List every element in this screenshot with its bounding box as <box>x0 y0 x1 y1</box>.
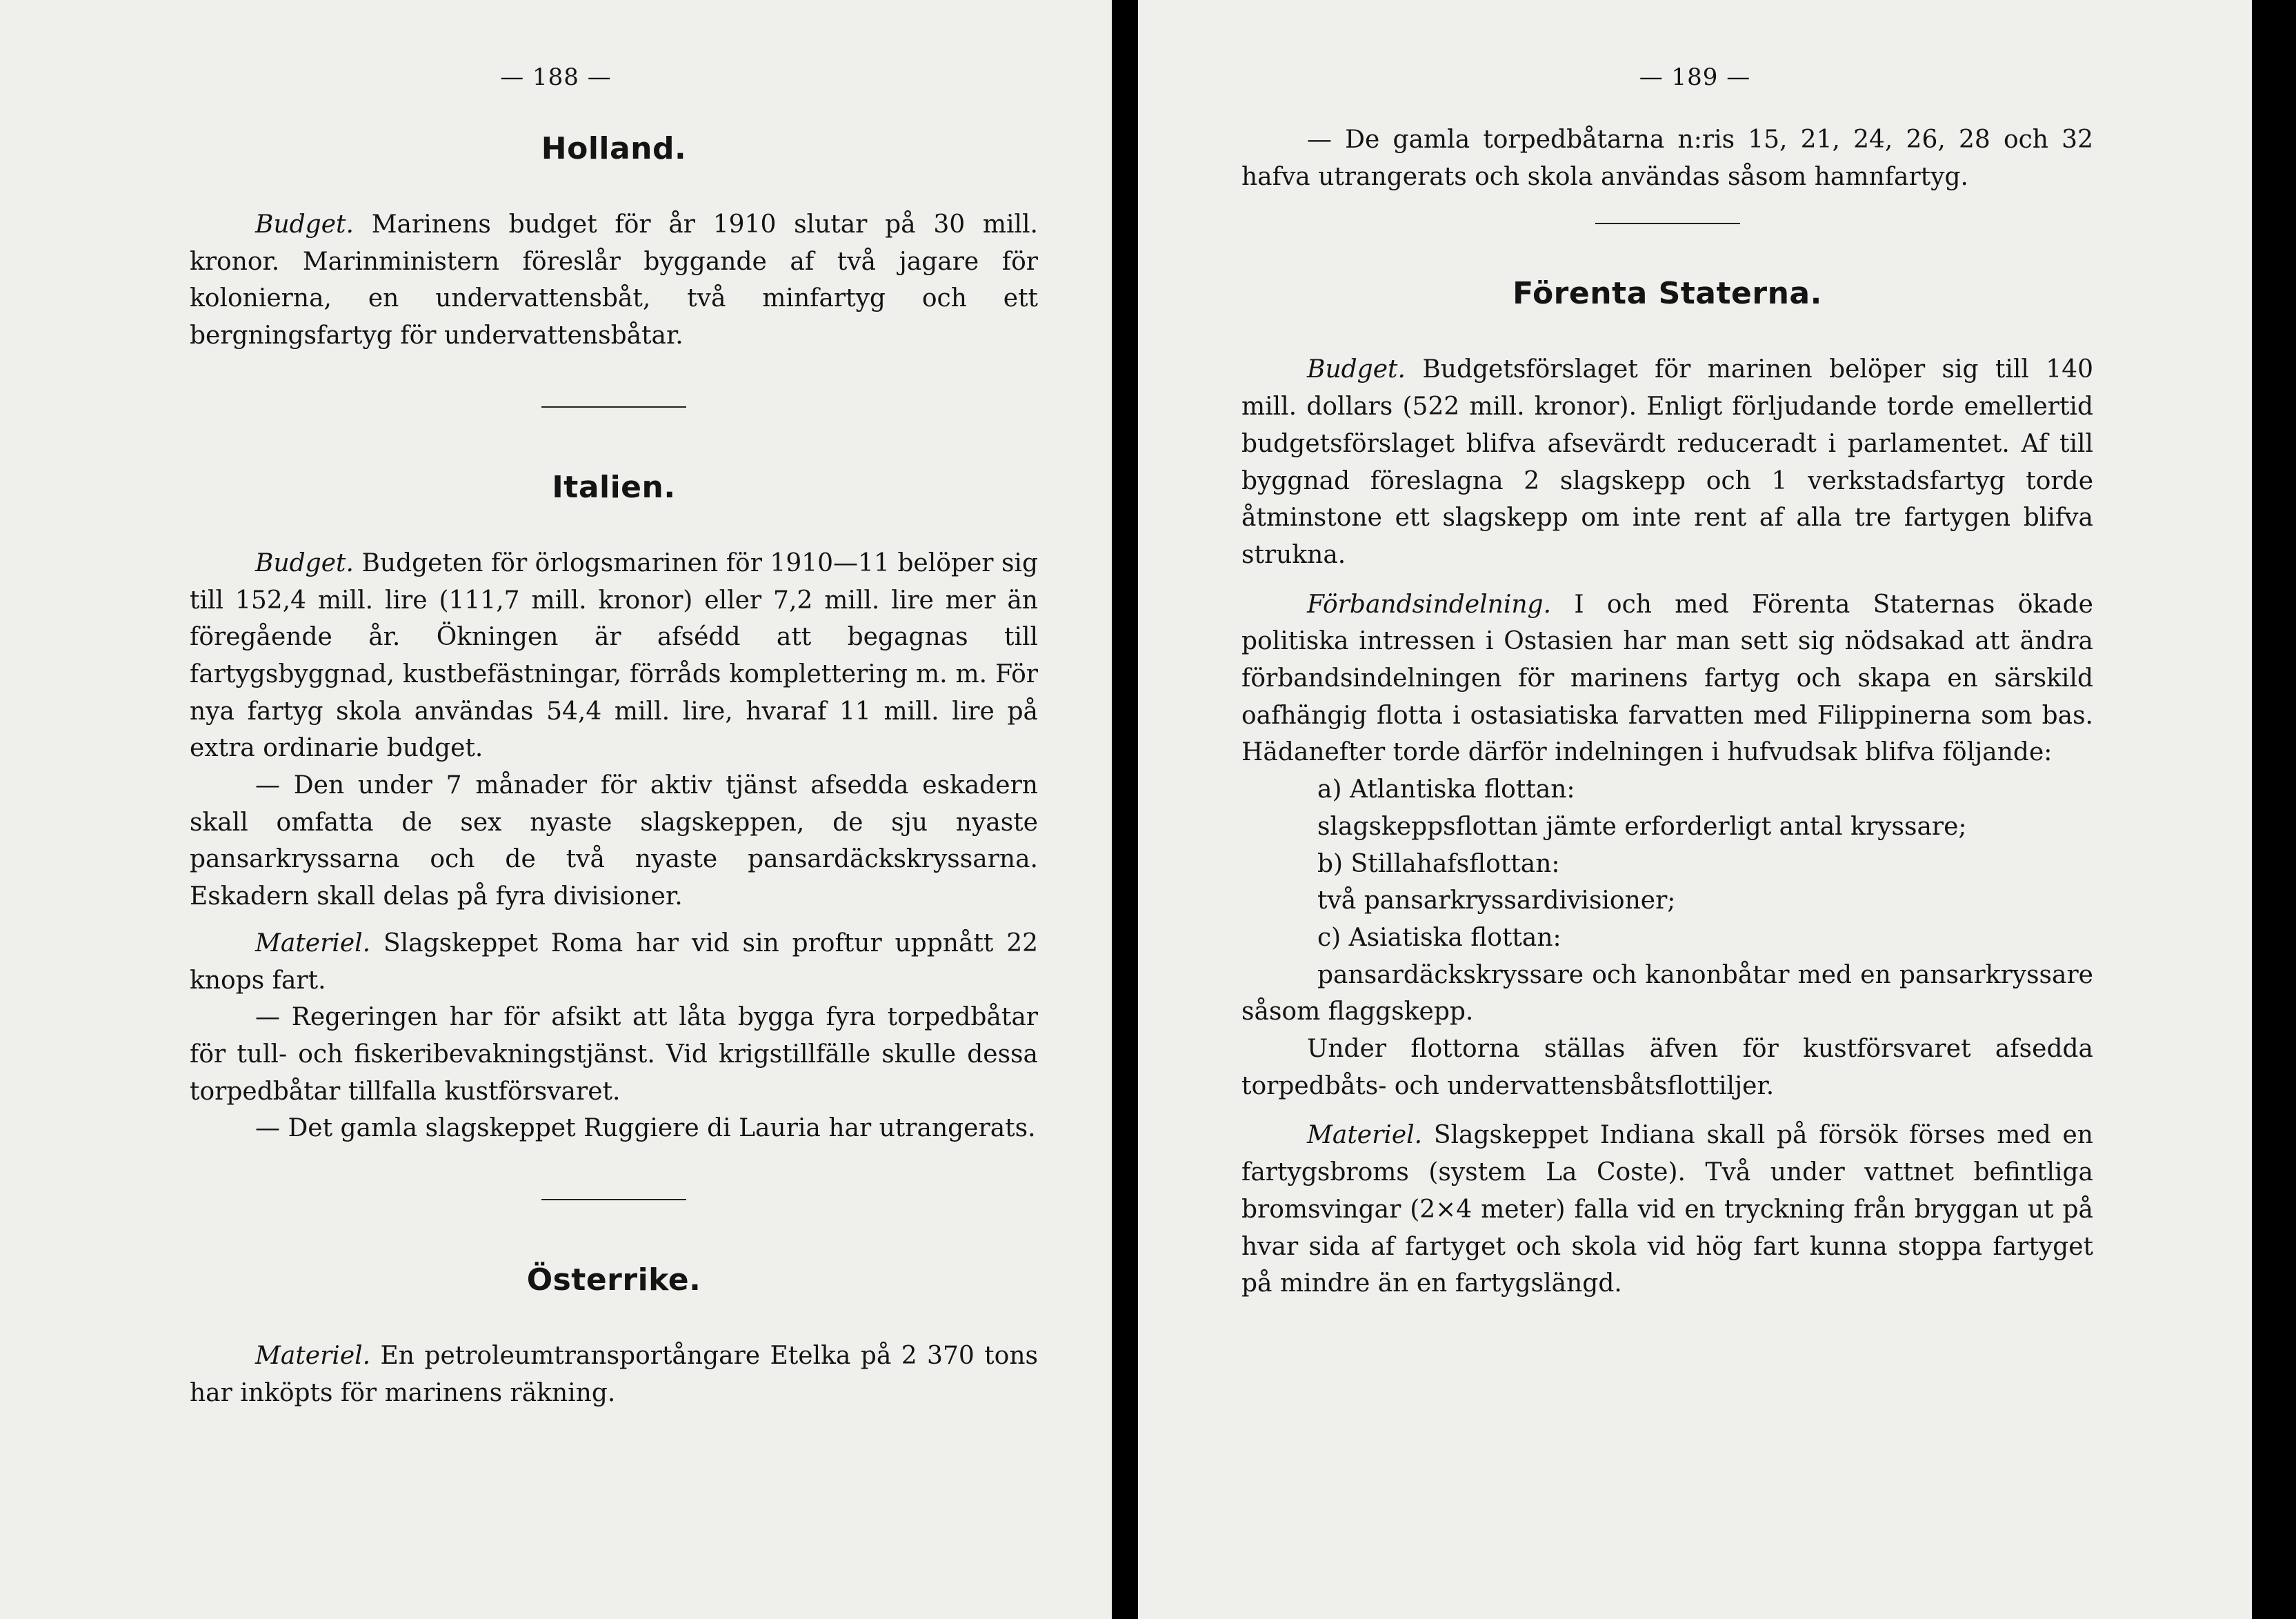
paragraph <box>1241 1117 2093 1302</box>
paragraph-text: En petroleumtransportångare Etelka på 2 370 tons har inköpts för marinens räkning. <box>190 1342 1038 1407</box>
fleet-name: b) Stillahafsflottan: <box>1317 849 1560 878</box>
fleet-description: pansardäckskryssare och kanonbåtar med en pansarkryssare såsom flaggskepp. <box>1241 960 2093 1026</box>
paragraph <box>1241 586 2093 772</box>
right-text-column <box>1241 121 2093 1302</box>
intro-paragraph: — De gamla torpedbåtarna n:ris 15, 21, 24, 26, 28 och 32 hafva utrangerats och skola användas såsom hamnfartyg. <box>1241 126 2093 191</box>
paragraph <box>190 545 1038 767</box>
paragraph-label: Materiel. <box>1307 1121 1423 1150</box>
paragraph-text: — Regeringen har för afsikt att låta bygga fyra torpedbåtar för tull- och fiskeribevakningstjänst. Vid krigstillfälle skulle dessa torpedbåtar tillfalla kustförsvaret. <box>190 1003 1038 1106</box>
paragraph-text: I och med Förenta Staternas ökade politiska intressen i Ostasien har man sett sig nödsakad att ändra förbandsindelningen för marinens fartyg och skapa en särskild oafhängig flotta i ostasiatiska farvatten med Filippinerna som bas. Hädanefter torde därför indelningen i hufvudsak blifva följande: <box>1241 590 2093 767</box>
paragraph-label: Materiel. <box>255 928 371 957</box>
left-text-column <box>190 131 1038 1411</box>
paragraph <box>1241 351 2093 573</box>
paragraph <box>190 767 1038 915</box>
section-heading-holland: Holland. <box>541 131 687 166</box>
fleet-name: a) Atlantiska flottan: <box>1317 775 1575 804</box>
page-number: — 188 — <box>500 63 612 91</box>
section-heading-forenta-staterna: Förenta Staterna. <box>1513 276 1822 312</box>
paragraph-text: Slagskeppet Indiana skall på försök förses med en fartygsbroms (system La Coste). Två under vattnet befintliga bromsvingar (2×4 meter) falla vid en tryckning från bryggan ut på hvar sida af fartyget och skola vid hög fart kunna stoppa fartyget på mindre än en fartygslängd. <box>1241 1121 2093 1298</box>
left-page <box>0 0 1112 1619</box>
paragraph-label: Budget. <box>255 548 354 577</box>
paragraph-label: Förbandsindelning. <box>1307 590 1552 619</box>
paragraph <box>190 1338 1038 1411</box>
paragraph <box>190 1110 1038 1147</box>
section-heading-italien: Italien. <box>552 469 676 505</box>
fleet-description: slagskeppsflottan jämte erforderligt antal kryssare; <box>1317 812 1967 841</box>
page-number: — 189 — <box>1639 63 1751 91</box>
paragraph-text: Slagskeppet Roma har vid sin proftur uppnått 22 knops fart. <box>190 928 1038 995</box>
paragraph-text: Budgetsförslaget för marinen belöper sig till 140 mill. dollars (522 mill. kronor). Enligt förljudande torde emellertid budgetsförslaget blifva afsevärdt reduceradt i parlamentet. Af till byggnad föreslagna 2 slagskepp och 1 verkstadsfartyg torde åtminstone ett slagskepp om inte rent af alla tre fartygen blifva strukna. <box>1241 355 2093 569</box>
paragraph-label: Budget. <box>255 210 354 239</box>
paragraph-label: Budget. <box>1307 355 1406 384</box>
paragraph-text: Budgeten för örlogsmarinen för 1910—11 belöper sig till 152,4 mill. lire (111,7 mill. kronor) eller 7,2 mill. lire mer än föregående år. Ökningen är afsédd att begagnas till fartygsbyggnad, kustbefästningar, förråds komplettering m. m. För nya fartyg skola användas 54,4 mill. lire, hvaraf 11 mill. lire på extra ordinarie budget. <box>190 548 1038 763</box>
paragraph <box>190 925 1038 999</box>
paragraph-label: Materiel. <box>255 1342 371 1371</box>
paragraph <box>190 206 1038 355</box>
paragraph: Under flottorna ställas äfven för kustförsvaret afsedda torpedbåts- och undervattensbåtsflottiljer. <box>1241 1035 2093 1100</box>
paragraph-text: — Den under 7 månader för aktiv tjänst afsedda eskadern skall omfatta de sex nyaste slagskeppen, de sju nyaste pansarkryssarna och de två nyaste pansardäckskryssarna. Eskadern skall delas på fyra divisioner. <box>190 771 1038 911</box>
fleet-name: c) Asiatiska flottan: <box>1317 923 1561 952</box>
paragraph-text: Marinens budget för år 1910 slutar på 30 mill. kronor. Marinministern föreslår byggande af två jagare för kolonierna, en undervattensbåt, två minfartyg och ett bergningsfartyg för undervattensbåtar. <box>190 210 1038 350</box>
paragraph-text: — Det gamla slagskeppet Ruggiere di Lauria har utrangerats. <box>255 1114 1036 1143</box>
paragraph <box>190 999 1038 1110</box>
right-page <box>1138 0 2252 1619</box>
section-heading-osterrike: Österrike. <box>526 1262 701 1298</box>
fleet-description: två pansarkryssardivisioner; <box>1317 886 1676 915</box>
